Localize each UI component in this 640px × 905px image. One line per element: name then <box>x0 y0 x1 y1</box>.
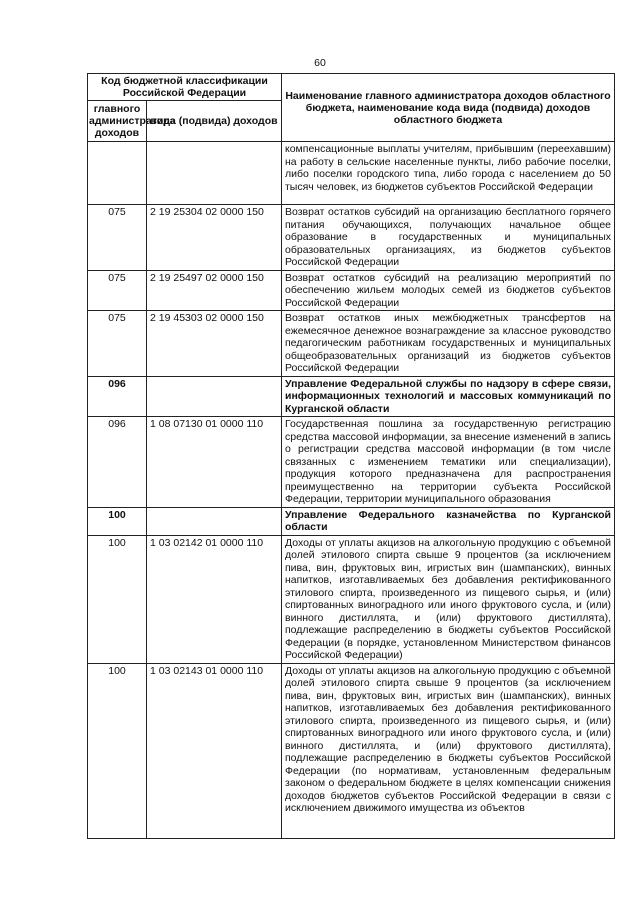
admin-code-cell: 100 <box>88 663 147 838</box>
revenue-name-cell: Возврат остатков иных межбюджетных трансфертов на ежемесячное денежное вознаграждение за классное руководство педагогическим работникам государственных и муниципальных общеобразовательных организаций из бюджетов субъектов Российской Федерации <box>282 311 615 377</box>
revenue-code-cell: 1 03 02142 01 0000 110 <box>147 535 282 663</box>
revenue-code-cell <box>147 507 282 535</box>
header-group-title: Код бюджетной классификации Российской Федерации <box>88 74 282 101</box>
administrator-name-cell: Управление Федерального казначейства по Курганской области <box>282 507 615 535</box>
revenue-code-cell: 1 03 02143 01 0000 110 <box>147 663 282 838</box>
table-row <box>88 142 615 205</box>
page-number: 60 <box>314 57 326 69</box>
administrator-row <box>88 507 615 535</box>
revenue-code-cell: 2 19 25497 02 0000 150 <box>147 270 282 311</box>
revenue-code-cell: 2 19 45303 02 0000 150 <box>147 311 282 377</box>
header-admin-column: главного администратора доходов <box>88 101 147 142</box>
admin-code-cell: 100 <box>88 507 147 535</box>
admin-code-cell: 100 <box>88 535 147 663</box>
table-row <box>88 205 615 271</box>
table-row <box>88 535 615 663</box>
header-code-column: вида (подвида) доходов <box>147 101 282 142</box>
revenue-code-cell <box>147 376 282 417</box>
header-name-column: Наименование главного администратора доходов областного бюджета, наименование кода вида (подвида) доходов областного бюджета <box>282 74 615 142</box>
table-row <box>88 311 615 377</box>
admin-code-cell: 096 <box>88 376 147 417</box>
budget-classification-table <box>87 73 615 839</box>
table-row <box>88 663 615 838</box>
revenue-code-cell <box>147 142 282 205</box>
admin-code-cell: 075 <box>88 205 147 271</box>
admin-code-cell: 075 <box>88 270 147 311</box>
revenue-code-cell: 1 08 07130 01 0000 110 <box>147 417 282 508</box>
revenue-name-cell: Возврат остатков субсидий на реализацию мероприятий по обеспечению жильем молодых семей из бюджетов субъектов Российской Федерации <box>282 270 615 311</box>
admin-code-cell: 075 <box>88 311 147 377</box>
revenue-name-cell: Возврат остатков субсидий на организацию бесплатного горячего питания обучающихся, получающих начальное общее образование в государственных и муниципальных образовательных организациях, из бюджетов субъектов Российской Федерации <box>282 205 615 271</box>
table-row <box>88 270 615 311</box>
table-row <box>88 417 615 508</box>
revenue-name-cell: Доходы от уплаты акцизов на алкогольную продукцию с объемной долей этилового спирта свыше 9 процентов (за исключением пива, вин, фруктовых вин, игристых вин (шампанских), винных напитков, изготавливаемых без добавления ректификованного этилового спирта, произведенного из пищевого сырья, и (или) спиртованных виноградного или иного фруктового сусла, и (или) винного дистиллята, и (или) фруктового дистиллята), подлежащие распределению в бюджеты субъектов Российской Федерации (в порядке, установленном Министерством финансов Российской Федерации) <box>282 535 615 663</box>
revenue-name-cell: компенсационные выплаты учителям, прибывшим (переехавшим) на работу в сельские населенные пункты, либо рабочие поселки, либо поселки городского типа, либо города с населением до 50 тысяч человек, из бюджетов субъектов Российской Федерации <box>282 142 615 205</box>
revenue-name-cell: Государственная пошлина за государственную регистрацию средства массовой информации, за внесение изменений в запись о регистрации средства массовой информации (в том числе связанных с изменением тематики или специализации), продукция которого предназначена для распространения преимущественно на территории субъекта Российской Федерации, территории муниципального образования <box>282 417 615 508</box>
revenue-name-cell: Доходы от уплаты акцизов на алкогольную продукцию с объемной долей этилового спирта свыше 9 процентов (за исключением пива, вин, фруктовых вин, игристых вин (шампанских), винных напитков, изготавливаемых без добавления ректификованного этилового спирта, произведенного из пищевого сырья, и (или) спиртованных виноградного или иного фруктового сусла, и (или) винного дистиллята, и (или) фруктового дистиллята), подлежащие распределению в бюджеты субъектов Российской Федерации (по нормативам, установленным федеральным законом о федеральном бюджете в целях компенсации снижения доходов бюджетов субъектов Российской Федерации в связи с исключением движимого имущества из объектов <box>282 663 615 838</box>
admin-code-cell <box>88 142 147 205</box>
admin-code-cell: 096 <box>88 417 147 508</box>
revenue-code-cell: 2 19 25304 02 0000 150 <box>147 205 282 271</box>
administrator-name-cell: Управление Федеральной службы по надзору в сфере связи, информационных технологий и массовых коммуникаций по Курганской области <box>282 376 615 417</box>
administrator-row <box>88 376 615 417</box>
